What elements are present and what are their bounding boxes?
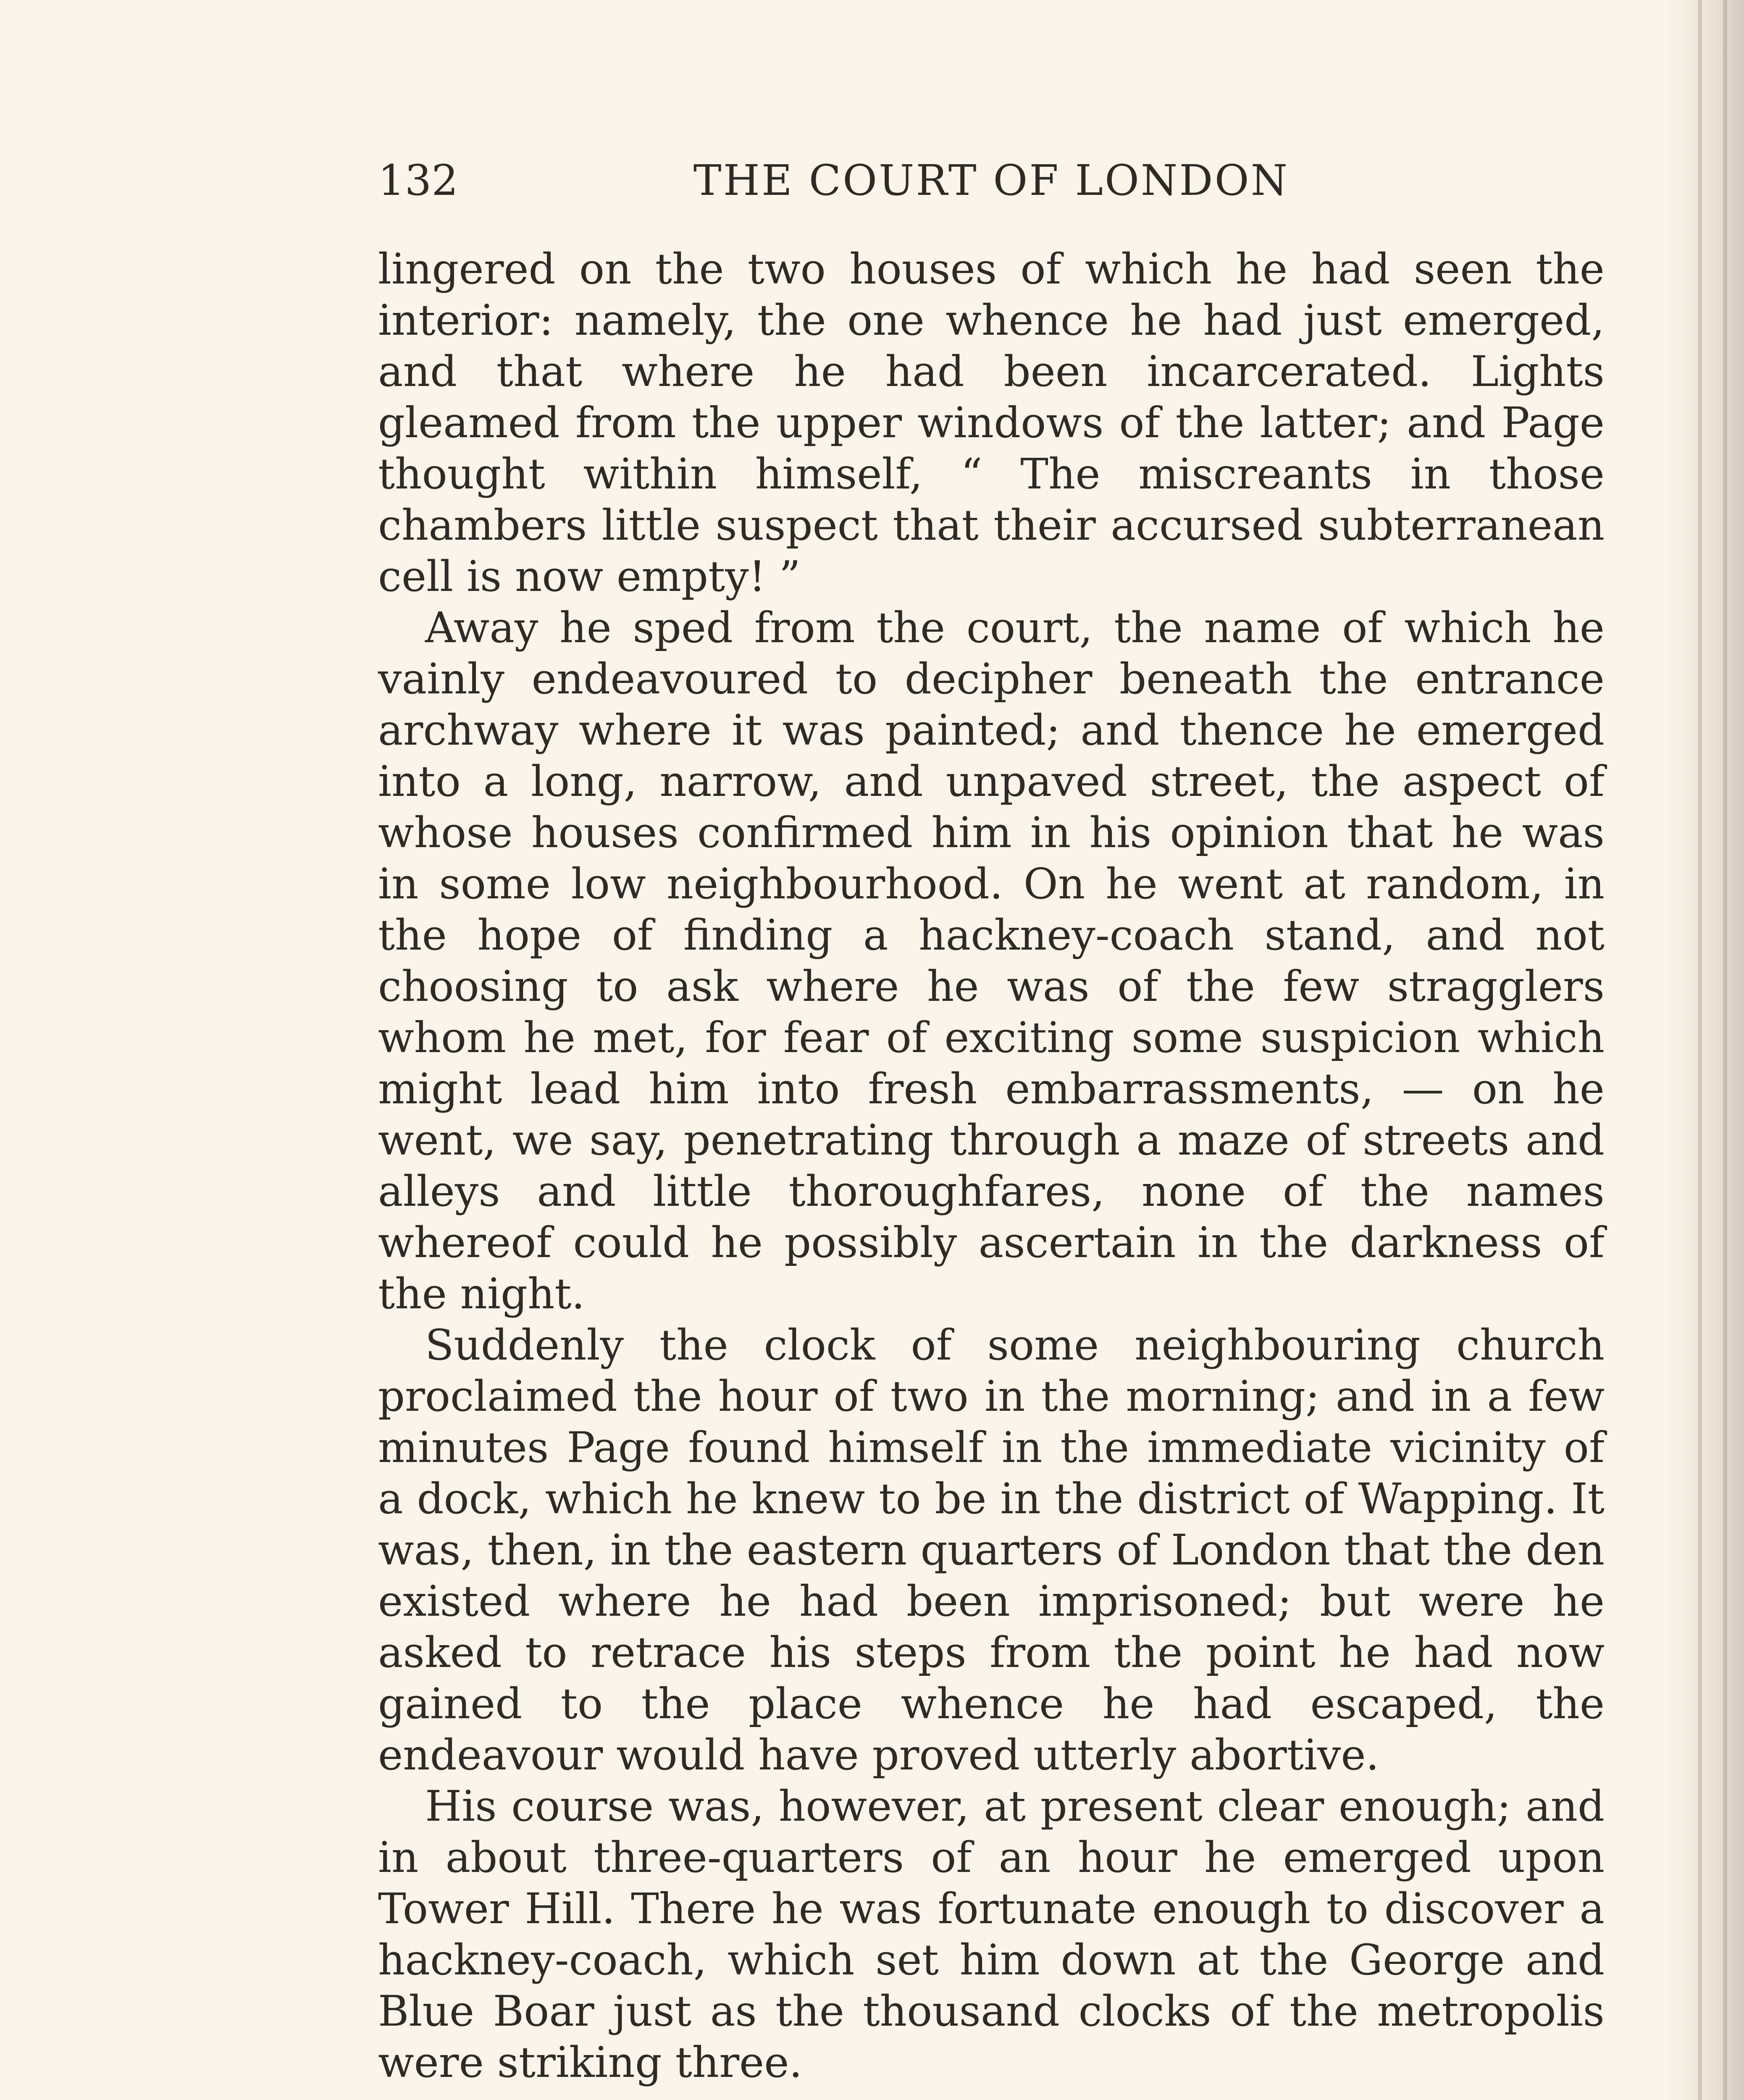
body-text [378, 244, 1605, 2088]
paragraph: Away he sped from the court, the name of which he vainly endeavoured to decipher beneath the entrance archway where it was painted; and thence he emerged into a long, narrow, and unpaved street, the aspect of whose houses confirmed him in his opinion that he was in some low neighbourhood. On he went at random, in the hope of finding a hackney-coach stand, and not choosing to ask where he was of the few stragglers whom he met, for fear of exciting some suspicion which might lead him into fresh embarrassments, — on he went, we say, penetrating through a maze of streets and alleys and little thoroughfares, none of the names whereof could he possibly ascertain in the darkness of the night. [378, 603, 1605, 1318]
paragraph: Suddenly the clock of some neighbouring church proclaimed the hour of two in the morning; and in a few minutes Page found himself in the immediate vicinity of a dock, which he knew to be in the district of Wapping. It was, then, in the eastern quarters of London that the den existed where he had been imprisoned; but were he asked to retrace his steps from the point he had now gained to the place whence he had escaped, the endeavour would have proved utterly abortive. [378, 1320, 1605, 1780]
running-header [378, 155, 1605, 206]
paragraph: lingered on the two houses of which he had seen the interior: namely, the one whence he had just emerged, and that where he had been incarcerated. Lights gleamed from the upper windows of the latter; and Page thought within himself, “ The miscreants in those chambers little suspect that their accursed subterranean cell is now empty! ” [378, 244, 1605, 601]
running-title: THE COURT OF LONDON [693, 156, 1290, 205]
page-number: 132 [378, 156, 458, 205]
paragraph: His course was, however, at present clear enough; and in about three-quarters of an hour he emerged upon Tower Hill. There he was fortunate enough to discover a hackney-coach, which set him down at the George and Blue Boar just as the thousand clocks of the metropolis were striking three. [378, 1782, 1605, 2087]
page-edge-shadow [1664, 0, 1744, 2100]
page-edge-line [1698, 0, 1702, 2100]
page-edge-line [1723, 0, 1727, 2100]
